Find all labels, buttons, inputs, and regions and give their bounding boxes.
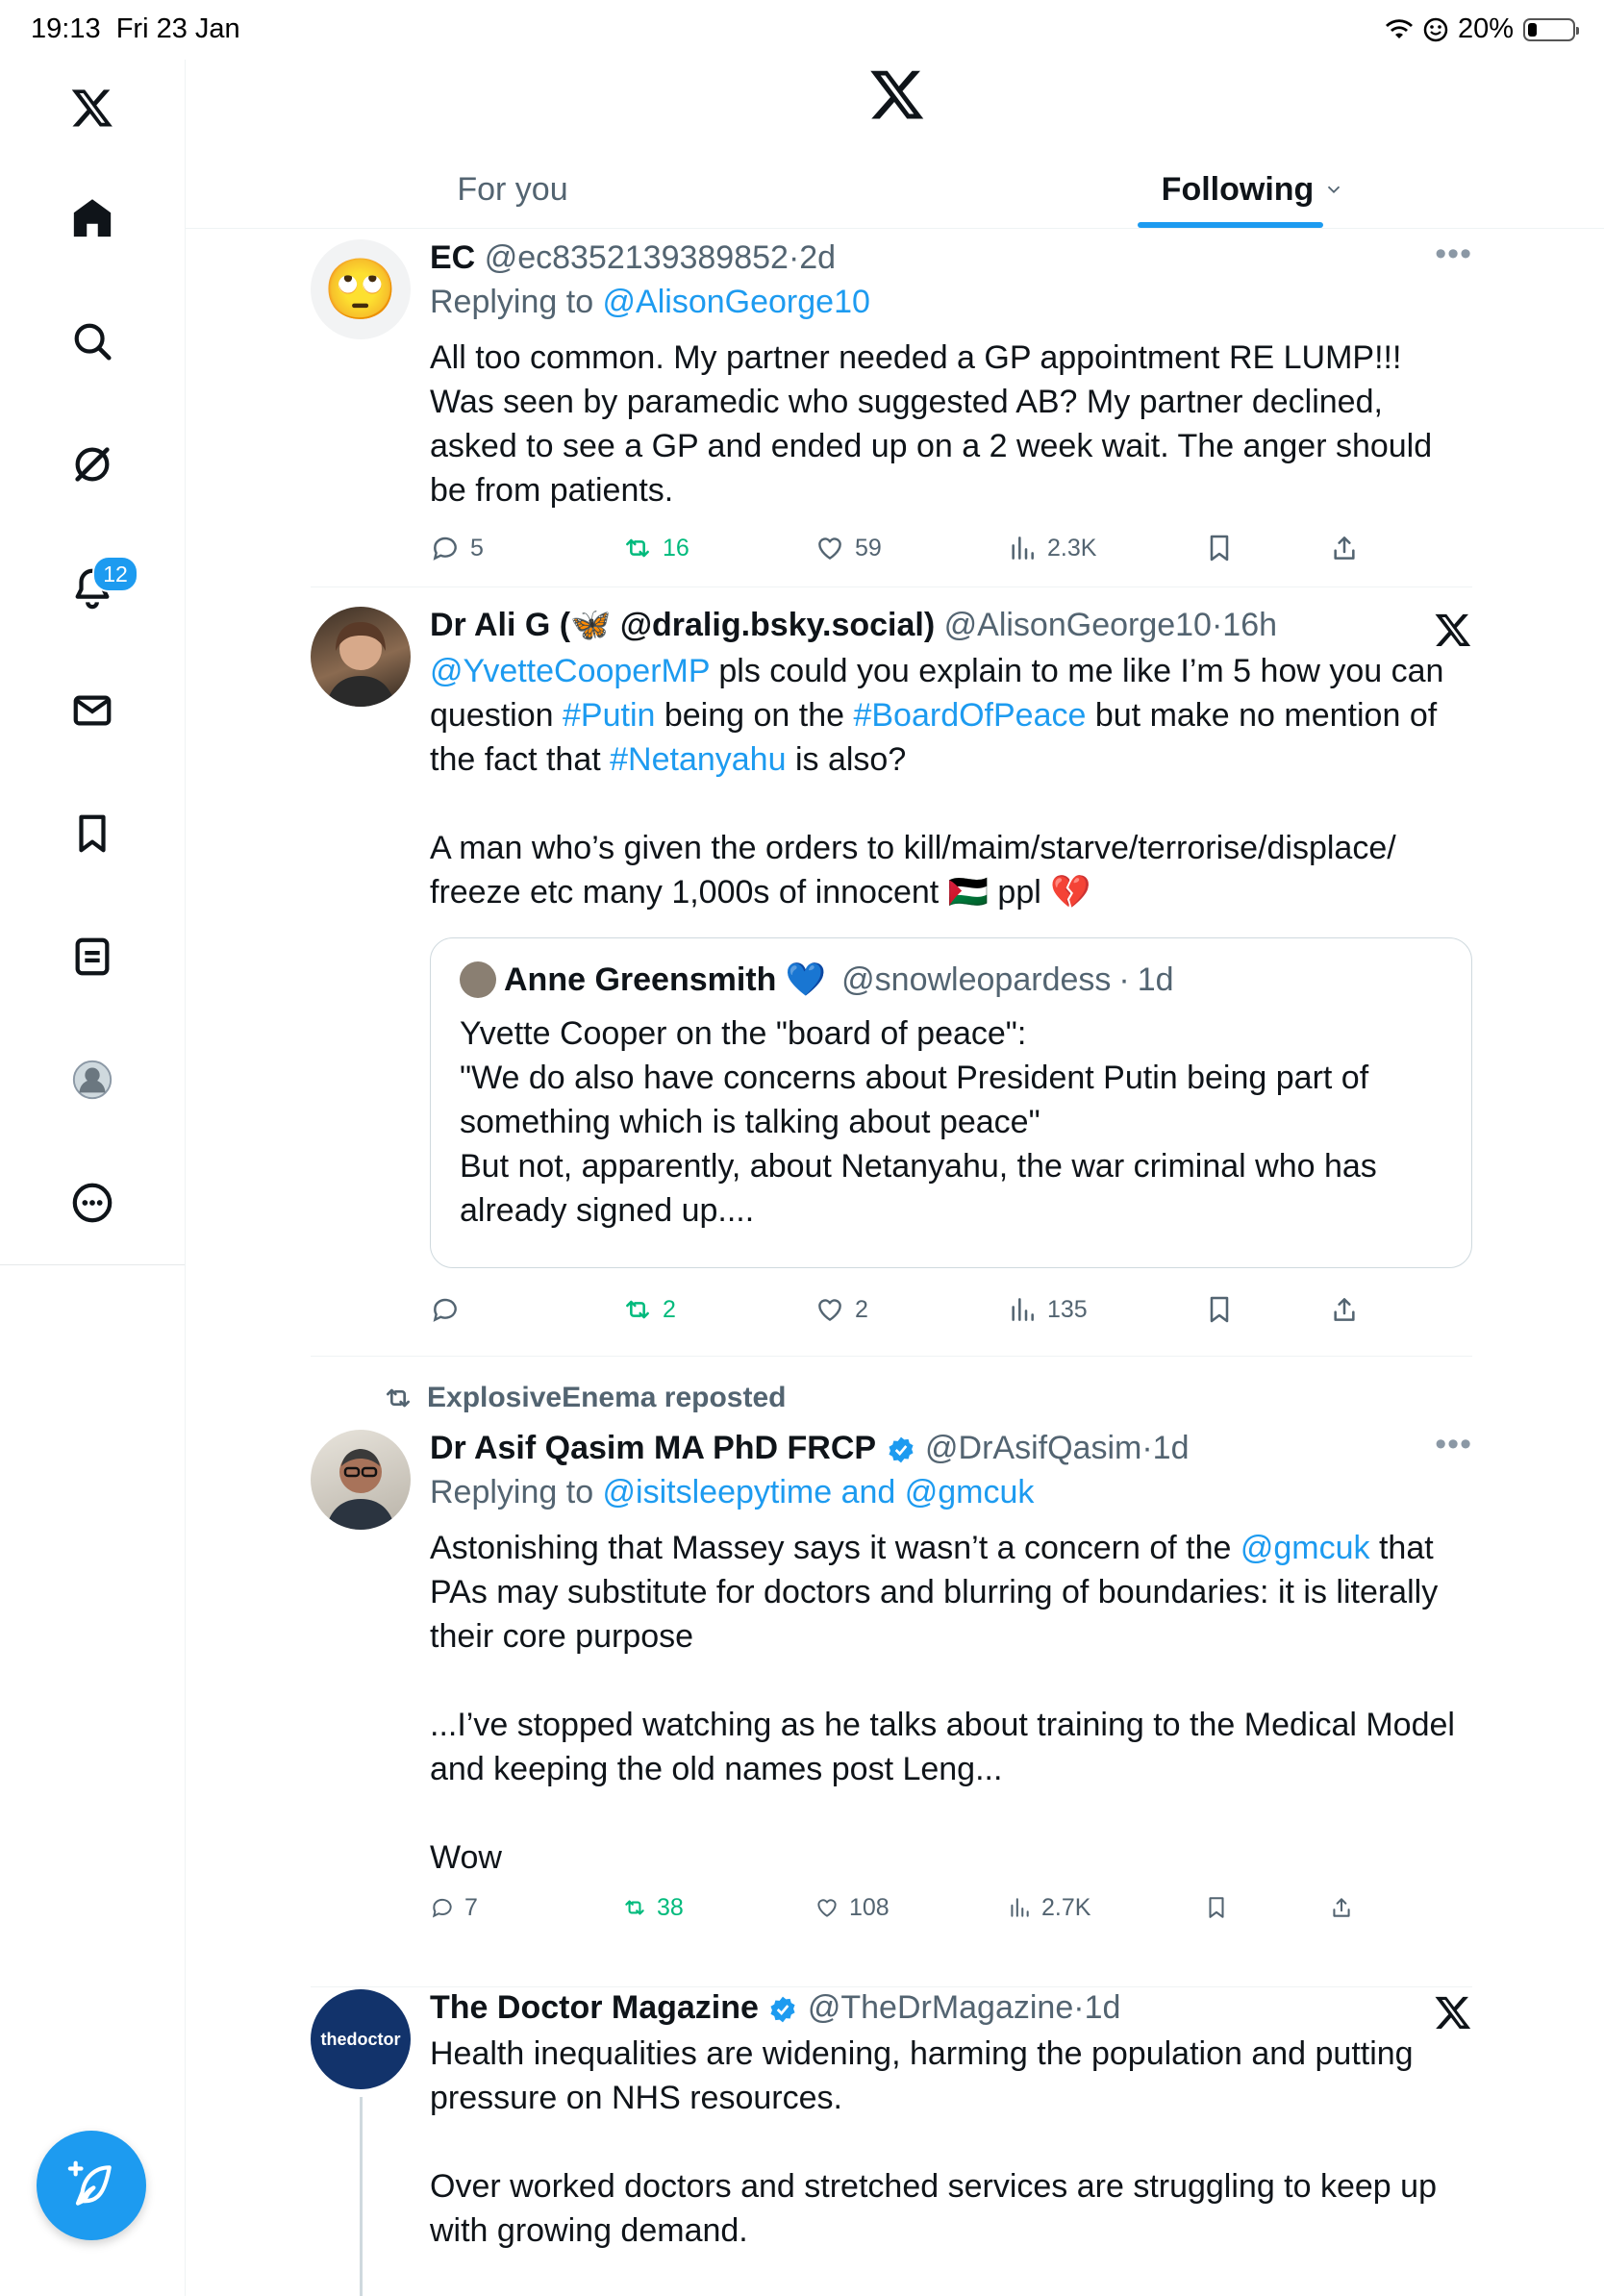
verified-badge-icon: [886, 1435, 916, 1465]
retweet-icon: [622, 1895, 647, 1920]
tweet-content: [430, 236, 1472, 572]
heart-icon: [815, 533, 845, 563]
author-handle[interactable]: @TheDrMagazine: [807, 1989, 1074, 2026]
author-name[interactable]: The Doctor Magazine: [430, 1989, 759, 2026]
hashtag-link[interactable]: #Netanyahu: [610, 741, 787, 778]
bookmark-button[interactable]: [1204, 1884, 1229, 1932]
more-options-button[interactable]: •••: [1435, 236, 1472, 272]
views-chart-icon: [1007, 1895, 1032, 1920]
thread-line: [360, 2097, 363, 2296]
messages-icon[interactable]: [63, 682, 121, 739]
tweet-time[interactable]: 1d: [1152, 1430, 1190, 1466]
more-options-button[interactable]: •••: [1435, 1426, 1472, 1462]
quoted-tweet[interactable]: [430, 937, 1472, 1268]
bookmark-button[interactable]: [1204, 524, 1235, 572]
bookmark-button[interactable]: [1204, 1285, 1235, 1334]
main-timeline: [186, 60, 1604, 2296]
avatar[interactable]: 🙄: [311, 239, 411, 339]
grok-icon[interactable]: [63, 436, 121, 493]
more-options-icon[interactable]: [63, 1174, 121, 1232]
like-button[interactable]: 2: [815, 1285, 868, 1334]
quote-author-handle: @snowleopardess: [841, 961, 1112, 998]
quote-header: Anne Greensmith 💙 @snowleopardess · 1d: [460, 958, 1442, 1002]
tab-active-indicator: [1138, 222, 1323, 228]
author-handle[interactable]: @AlisonGeorge10: [943, 607, 1212, 643]
bookmarks-icon[interactable]: [63, 805, 121, 862]
compose-post-button[interactable]: [37, 2131, 146, 2240]
tweet-divider: [311, 1356, 1472, 1357]
author-name[interactable]: EC: [430, 239, 476, 276]
views-chart-icon: [1007, 1294, 1038, 1325]
search-icon[interactable]: [63, 312, 121, 370]
views-button[interactable]: 135: [1007, 1285, 1088, 1334]
retweet-icon: [622, 1294, 653, 1325]
quote-author-name: Anne Greensmith 💙: [504, 961, 827, 998]
tweet-time[interactable]: 1d: [1084, 1989, 1121, 2026]
tweet[interactable]: [311, 1985, 1472, 2296]
chevron-down-icon: [1323, 179, 1344, 200]
reply-button[interactable]: 5: [430, 524, 484, 572]
quote-time: 1d: [1137, 961, 1174, 998]
tweet-text: @YvetteCooperMP pls could you explain to me like I’m 5 how you can question #Putin being on the #BoardOfPeace but make no mention of the fact that #Netanyahu is also? A man who’s given the orders to kill/maim/starve/terrorise/displace/ freeze etc many 1,000s of innocent 🇵🇸 ppl 💔: [430, 653, 1444, 911]
retweet-button[interactable]: 38: [622, 1884, 684, 1932]
share-icon: [1329, 533, 1360, 563]
status-right: [1385, 13, 1575, 45]
quote-avatar: [460, 961, 496, 998]
avatar[interactable]: [311, 1989, 411, 2089]
views-button[interactable]: 2.7K: [1007, 1884, 1090, 1932]
like-button[interactable]: 59: [815, 524, 882, 572]
tweet-actions: [430, 524, 1472, 572]
avatar-photo: [311, 607, 411, 707]
bookmark-icon: [1204, 533, 1235, 563]
status-time: 19:13 Fri 23 Jan: [31, 13, 240, 44]
avatar-logo-text: thedoctor: [320, 2029, 401, 2049]
home-icon[interactable]: [63, 189, 121, 247]
mention-link[interactable]: @gmcuk: [1240, 1530, 1370, 1566]
verified-badge-icon: [767, 1994, 798, 2025]
tweet-text: Astonishing that Massey says it wasn’t a concern of the @gmcuk that PAs may substitute for doctors and blurring of boundaries: it is literally their core purpose ...I’ve stopped watching as he talks about training to the Medical Model and keeping the old names post Leng... Wow: [430, 1530, 1455, 1876]
tab-for-you[interactable]: For you: [457, 170, 568, 208]
replying-to: Replying to @AlisonGeorge10: [430, 284, 870, 320]
tweet-header: EC @ec8352139389852·2d: [430, 239, 837, 276]
views-chart-icon: [1007, 533, 1038, 563]
avatar[interactable]: [311, 607, 411, 707]
replying-to-link[interactable]: @AlisonGeorge10: [602, 284, 870, 320]
tweet-actions: [430, 1884, 1472, 1932]
author-handle[interactable]: @ec8352139389852: [484, 239, 789, 276]
tweet-content: [430, 603, 1472, 1334]
tweet[interactable]: [311, 603, 1472, 1353]
replying-to: Replying to @isitsleepytime and @gmcuk: [430, 1474, 1035, 1510]
mention-link[interactable]: @YvetteCooperMP: [430, 653, 710, 689]
notifications-badge: 12: [92, 556, 138, 592]
tweet-header: Dr Asif Qasim MA PhD FRCP @DrAsifQasim·1d: [430, 1430, 1190, 1466]
hashtag-link[interactable]: #Putin: [563, 697, 656, 734]
tweet-header: The Doctor Magazine @TheDrMagazine·1d: [430, 1989, 1121, 2026]
tweet-time[interactable]: 2d: [799, 239, 837, 276]
heart-icon: [815, 1895, 840, 1920]
tweet-divider: [311, 586, 1472, 587]
bookmark-icon: [1204, 1895, 1229, 1920]
x-header-logo-icon[interactable]: [868, 65, 926, 123]
profile-avatar-icon[interactable]: [63, 1051, 121, 1109]
tab-following[interactable]: Following: [1128, 151, 1378, 228]
compose-feather-icon: [64, 2159, 118, 2212]
reply-button[interactable]: 7: [430, 1884, 478, 1932]
x-badge-icon: [1434, 611, 1472, 649]
focus-mode-icon: [1423, 17, 1448, 42]
lists-icon[interactable]: [63, 928, 121, 986]
tweet-actions: [430, 1285, 1472, 1334]
battery-percent: 20%: [1457, 13, 1514, 44]
x-logo-icon[interactable]: [63, 79, 121, 137]
tweet-content: [430, 1985, 1472, 2253]
tweet-text: All too common. My partner needed a GP appointment RE LUMP!!! Was seen by paramedic who suggested AB? My partner declined, asked to see a GP and ended up on a 2 week wait. The anger should be from patients.: [430, 339, 1433, 509]
quote-text: Yvette Cooper on the "board of peace": "We do also have concerns about President Putin being part of something which is talking about peace" But not, apparently, about Netanyahu, the war criminal who has already signed up....: [460, 1015, 1377, 1229]
tweet[interactable]: [311, 236, 1472, 630]
tweet[interactable]: [311, 1426, 1472, 1984]
share-icon: [1329, 1294, 1360, 1325]
author-name[interactable]: Dr Ali G (🦋 @dralig.bsky.social): [430, 607, 936, 643]
like-button[interactable]: 108: [815, 1884, 890, 1932]
reply-icon: [430, 1895, 455, 1920]
views-button[interactable]: 2.3K: [1007, 524, 1096, 572]
share-button[interactable]: [1329, 524, 1360, 572]
retweet-icon: [383, 1383, 414, 1413]
status-bar: [0, 0, 1604, 60]
share-button[interactable]: [1329, 1285, 1360, 1334]
retweet-button[interactable]: 2: [622, 1285, 676, 1334]
tweet-header: Dr Ali G (🦋 @dralig.bsky.social) @AlisonGeorge10·16h: [430, 607, 1278, 643]
tweet-text: Health inequalities are widening, harming the population and putting pressure on NHS resources. Over worked doctors and stretched services are struggling to keep up with growing demand.: [430, 2035, 1437, 2249]
reply-icon: [430, 1294, 461, 1325]
sidebar-divider: [0, 1264, 185, 1265]
retweet-button[interactable]: 16: [622, 524, 689, 572]
share-button[interactable]: [1329, 1884, 1354, 1932]
x-badge-icon: [1434, 1993, 1472, 2032]
avatar-photo: [311, 1430, 411, 1530]
share-icon: [1329, 1895, 1354, 1920]
tweet-content: [430, 1426, 1472, 1932]
battery-fill: [1528, 23, 1537, 37]
retweet-icon: [622, 533, 653, 563]
bookmark-icon: [1204, 1294, 1235, 1325]
heart-icon: [815, 1294, 845, 1325]
author-name[interactable]: Dr Asif Qasim MA PhD FRCP: [430, 1430, 877, 1466]
reply-icon: [430, 533, 461, 563]
reply-button[interactable]: [430, 1285, 470, 1334]
sidebar: [0, 60, 186, 2296]
repost-indicator[interactable]: ExplosiveEnema reposted: [383, 1382, 786, 1414]
hashtag-link[interactable]: #BoardOfPeace: [853, 697, 1087, 734]
battery-icon: [1523, 18, 1575, 41]
timeline-tabs: [186, 151, 1604, 229]
wifi-icon: [1385, 18, 1414, 41]
replying-to-link[interactable]: @isitsleepytime and @gmcuk: [602, 1474, 1035, 1510]
tweet-time[interactable]: 16h: [1222, 607, 1278, 643]
author-handle[interactable]: @DrAsifQasim: [925, 1430, 1142, 1466]
avatar[interactable]: [311, 1430, 411, 1530]
